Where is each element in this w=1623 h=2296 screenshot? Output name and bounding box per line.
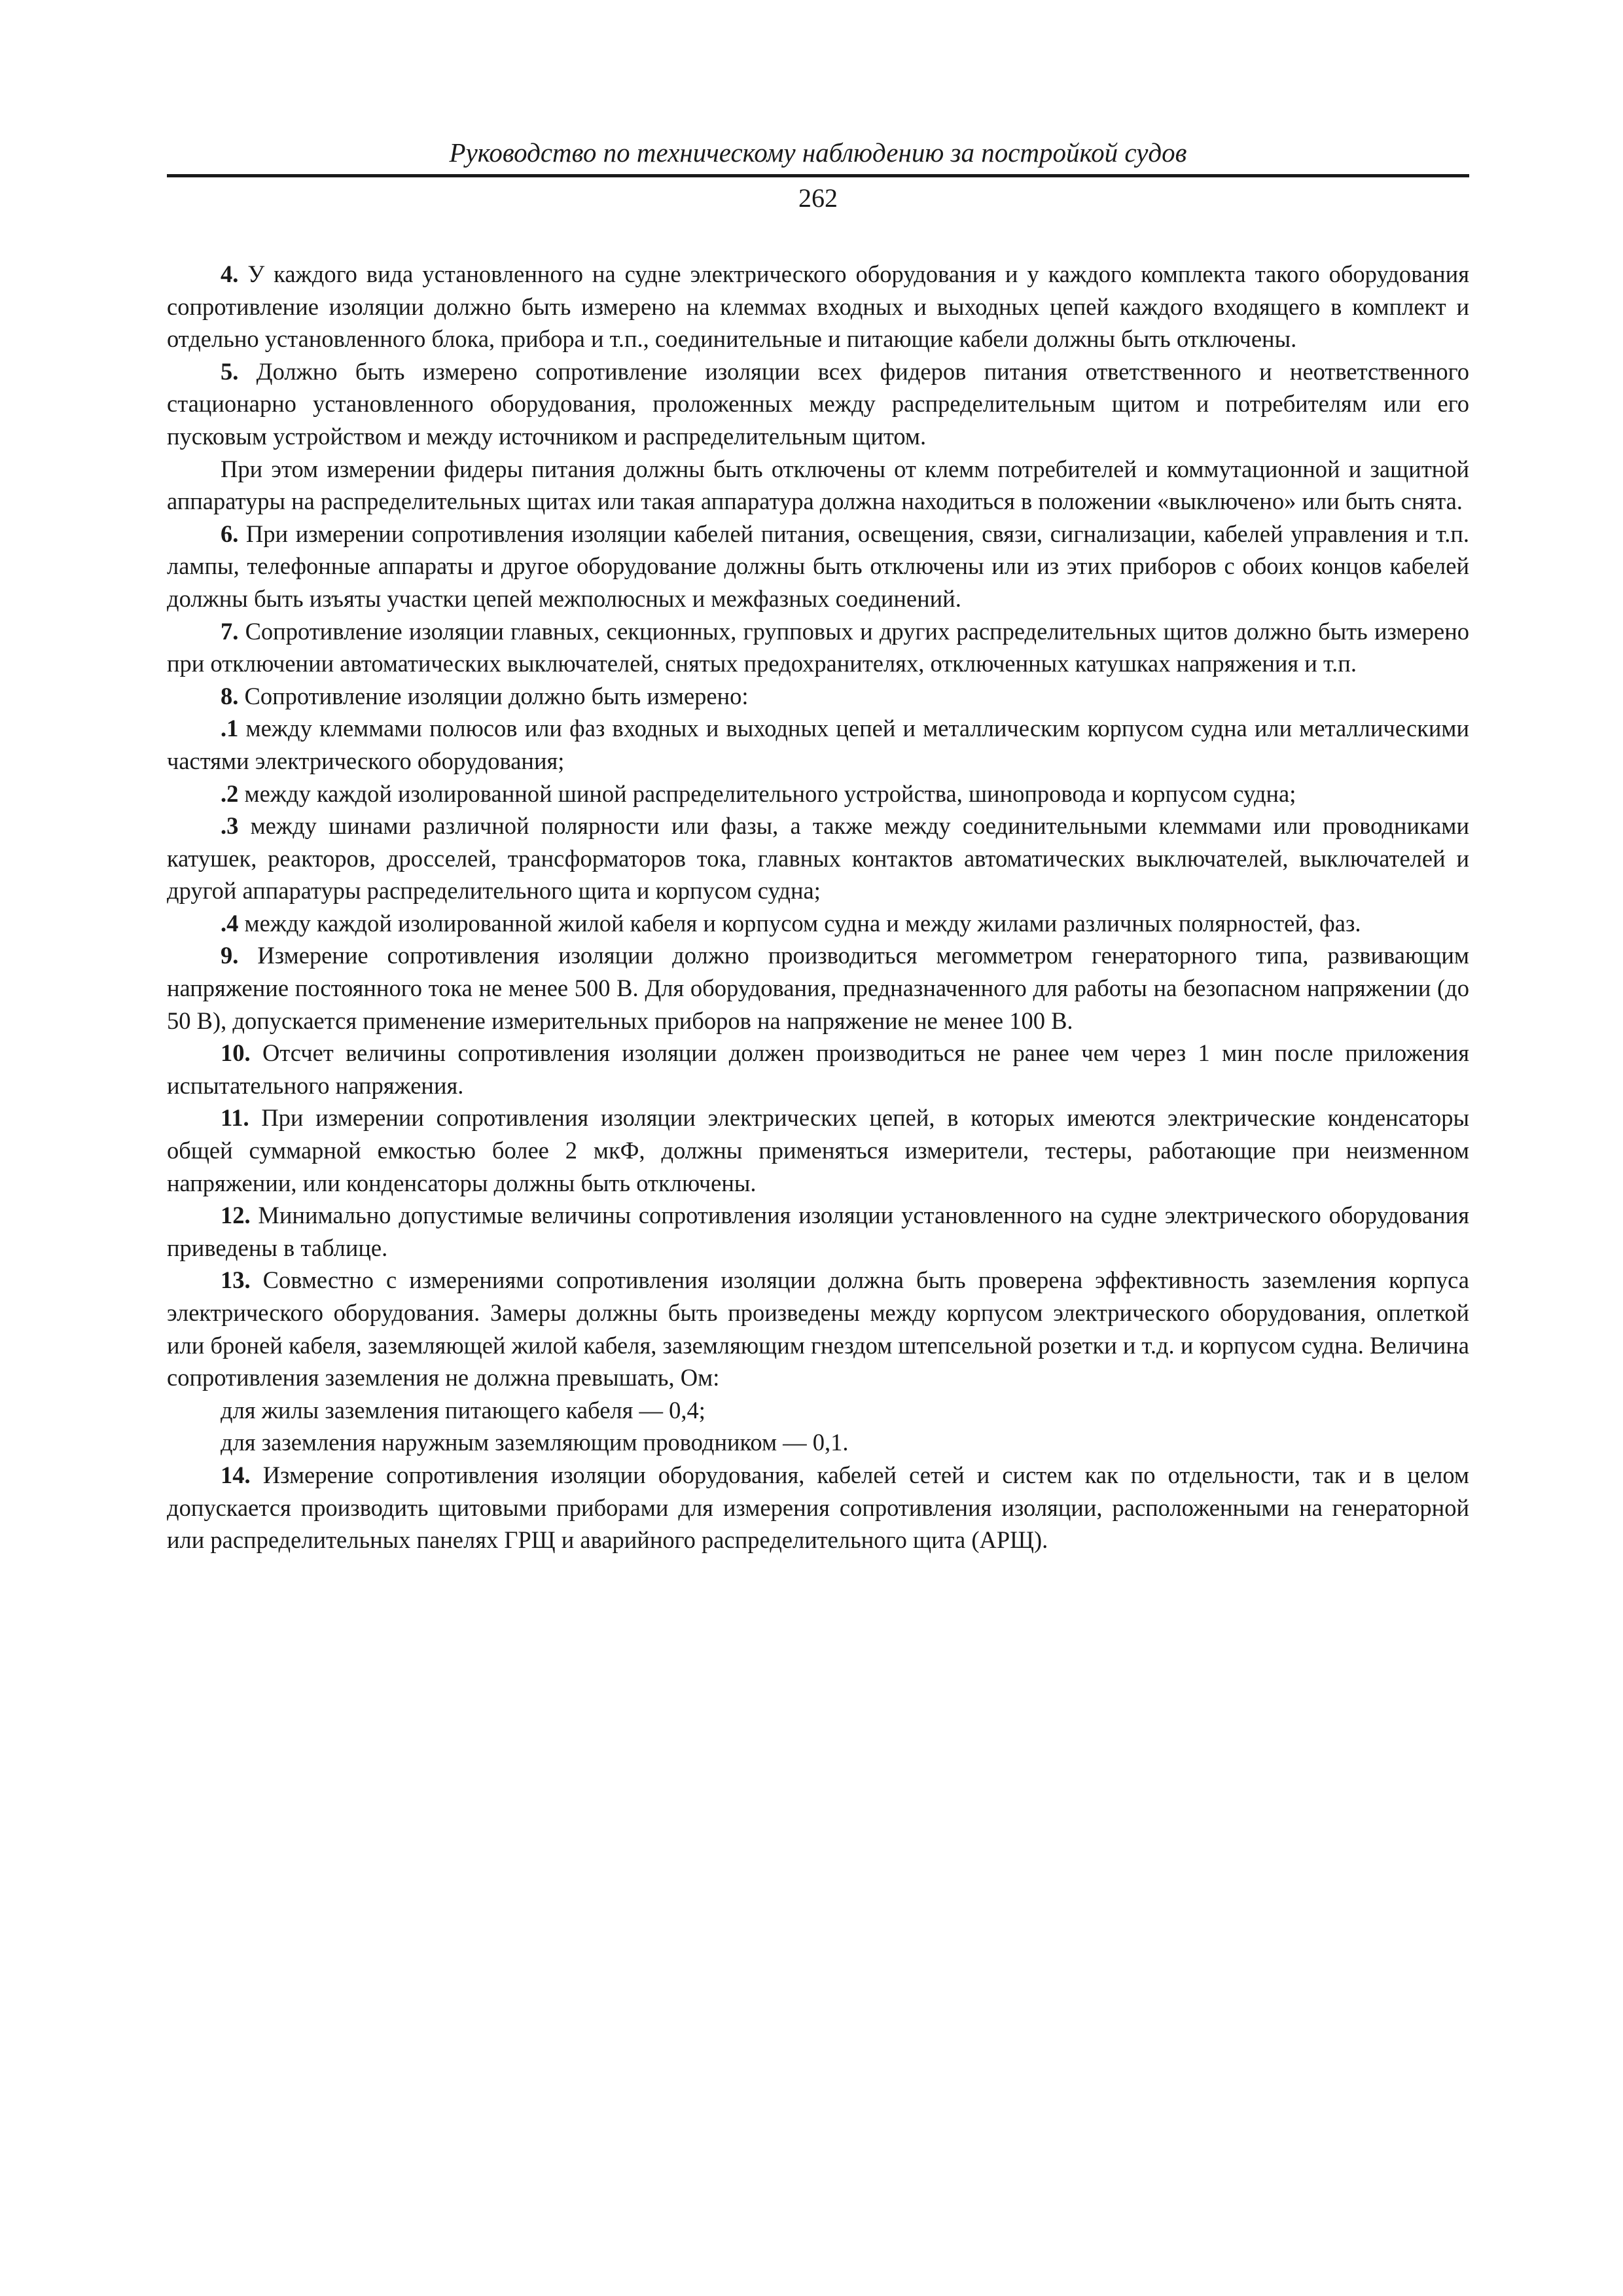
paragraph-text: Минимально допустимые величины сопротивления изоляции установленного на судне электрического оборудования приведены в таблице. xyxy=(167,1202,1469,1261)
paragraph-8 xyxy=(167,680,1469,713)
subitem-8-2 xyxy=(167,778,1469,810)
paragraph-12 xyxy=(167,1199,1469,1264)
paragraph-text: У каждого вида установленного на судне электрического оборудования и у каждого комплекта такого оборудования сопротивление изоляции должно быть измерено на клеммах входных и выходных цепей каждого входящего в комплект и отдельно установленного блока, прибора и т.п., соединительные и питающие кабели должны быть отключены. xyxy=(167,260,1469,353)
paragraph-text: для жилы заземления питающего кабеля — 0,4; xyxy=(221,1396,705,1424)
paragraph-13 xyxy=(167,1264,1469,1393)
item-number: 11. xyxy=(221,1104,249,1132)
paragraph-text: между каждой изолированной шиной распределительного устройства, шинопровода и корпусом судна; xyxy=(238,780,1296,807)
paragraph-text: Совместно с измерениями сопротивления изоляции должна быть проверена эффективность заземления корпуса электрического оборудования. Замеры должны быть произведены между корпусом электрического оборудования, оплеткой или броней кабеля, заземляющей жилой кабеля, заземляющим гнездом штепсельной розетки и т.д. и корпусом судна. Величина сопротивления заземления не должна превышать, Ом: xyxy=(167,1266,1469,1391)
paragraph-text: для заземления наружным заземляющим проводником — 0,1. xyxy=(221,1429,849,1456)
item-number: 6. xyxy=(221,520,239,547)
subitem-8-1 xyxy=(167,712,1469,777)
paragraph-text: между шинами различной полярности или фазы, а также между соединительными клеммами или проводниками катушек, реакторов, дросселей, трансформаторов тока, главных контактов автоматических выключателей, выключателей и другой аппаратуры распределительного щита и корпусом судна; xyxy=(167,812,1469,905)
paragraph-text: между клеммами полюсов или фаз входных и выходных цепей и металлическим корпусом судна или металлическими частями электрического оборудования; xyxy=(167,715,1469,774)
paragraph-text: Измерение сопротивления изоляции должно производиться мегомметром генераторного типа, развивающим напряжение постоянного тока не менее 500 В. Для оборудования, предназначенного для работы на безопасном напряжении (до 50 В), допускается применение измерительных приборов на напряжение не менее 100 В. xyxy=(167,942,1469,1034)
paragraph-text: При этом измерении фидеры питания должны быть отключены от клемм потребителей и коммутационной и защитной аппаратуры на распределительных щитах или такая аппаратура должна находиться в положении «выключено» или быть снята. xyxy=(167,455,1469,515)
item-number: 10. xyxy=(221,1039,251,1067)
paragraph-11 xyxy=(167,1102,1469,1199)
paragraph-4 xyxy=(167,258,1469,355)
item-number: 14. xyxy=(221,1461,251,1488)
item-number: 5. xyxy=(221,357,239,385)
paragraph-text: При измерении сопротивления изоляции электрических цепей, в которых имеются электрические конденсаторы общей суммарной емкостью более 2 мкФ, должны применяться измерители, тестеры, работающие при неизменном напряжении, или конденсаторы должны быть отключены. xyxy=(167,1104,1469,1196)
page-number: 262 xyxy=(798,183,838,213)
item-number: .3 xyxy=(221,812,239,840)
item-number: 8. xyxy=(221,682,239,709)
subitem-8-4 xyxy=(167,907,1469,940)
paragraph-7 xyxy=(167,615,1469,680)
item-number: 7. xyxy=(221,617,239,645)
item-number: .4 xyxy=(221,909,239,937)
subitem-8-3 xyxy=(167,810,1469,907)
paragraph-text: Сопротивление изоляции главных, секционных, групповых и других распределительных щитов должно быть измерено при отключении автоматических выключателей, снятых предохранителях, отключенных катушках напряжения и т.п. xyxy=(167,617,1469,677)
item-number: 12. xyxy=(221,1202,251,1229)
item-number: 13. xyxy=(221,1266,251,1294)
item-number: 9. xyxy=(221,942,239,969)
grounding-limit-cable xyxy=(167,1394,1469,1427)
running-title: Руководство по техническому наблюдению за постройкой судов xyxy=(449,137,1187,168)
paragraph-text: Отсчет величины сопротивления изоляции должен производиться не ранее чем через 1 мин после приложения испытательного напряжения. xyxy=(167,1039,1469,1099)
paragraph-6 xyxy=(167,518,1469,615)
paragraph-text: Измерение сопротивления изоляции оборудования, кабелей сетей и систем как по отдельности, так и в целом допускается производить щитовыми приборами для измерения сопротивления изоляции, расположенными на генераторной или распределительных панелях ГРЩ и аварийного распределительного щита (АРЩ). xyxy=(167,1461,1469,1554)
paragraph-9 xyxy=(167,939,1469,1037)
paragraph-text: Должно быть измерено сопротивление изоляции всех фидеров питания ответственного и неответственного стационарно установленного оборудования, проложенных между распределительным щитом и потребителям или его пусковым устройством и между источником и распределительным щитом. xyxy=(167,357,1469,450)
grounding-limit-conductor xyxy=(167,1426,1469,1459)
body-text xyxy=(167,258,1469,1556)
paragraph-5 xyxy=(167,355,1469,453)
item-number: .2 xyxy=(221,780,239,807)
paragraph-5-continued xyxy=(167,453,1469,518)
paragraph-10 xyxy=(167,1037,1469,1102)
paragraph-text: между каждой изолированной жилой кабеля и корпусом судна и между жилами различных полярностей, фаз. xyxy=(238,909,1361,937)
paragraph-text: При измерении сопротивления изоляции кабелей питания, освещения, связи, сигнализации, кабелей управления и т.п. лампы, телефонные аппараты и другое оборудование должны быть отключены или из этих приборов с обоих концов кабелей должны быть изъяты участки цепей межполюсных и межфазных соединений. xyxy=(167,520,1469,612)
header-rule xyxy=(167,174,1469,177)
item-number: 4. xyxy=(221,260,239,287)
paragraph-14 xyxy=(167,1459,1469,1556)
item-number: .1 xyxy=(221,715,239,742)
paragraph-text: Сопротивление изоляции должно быть измерено: xyxy=(238,682,749,709)
